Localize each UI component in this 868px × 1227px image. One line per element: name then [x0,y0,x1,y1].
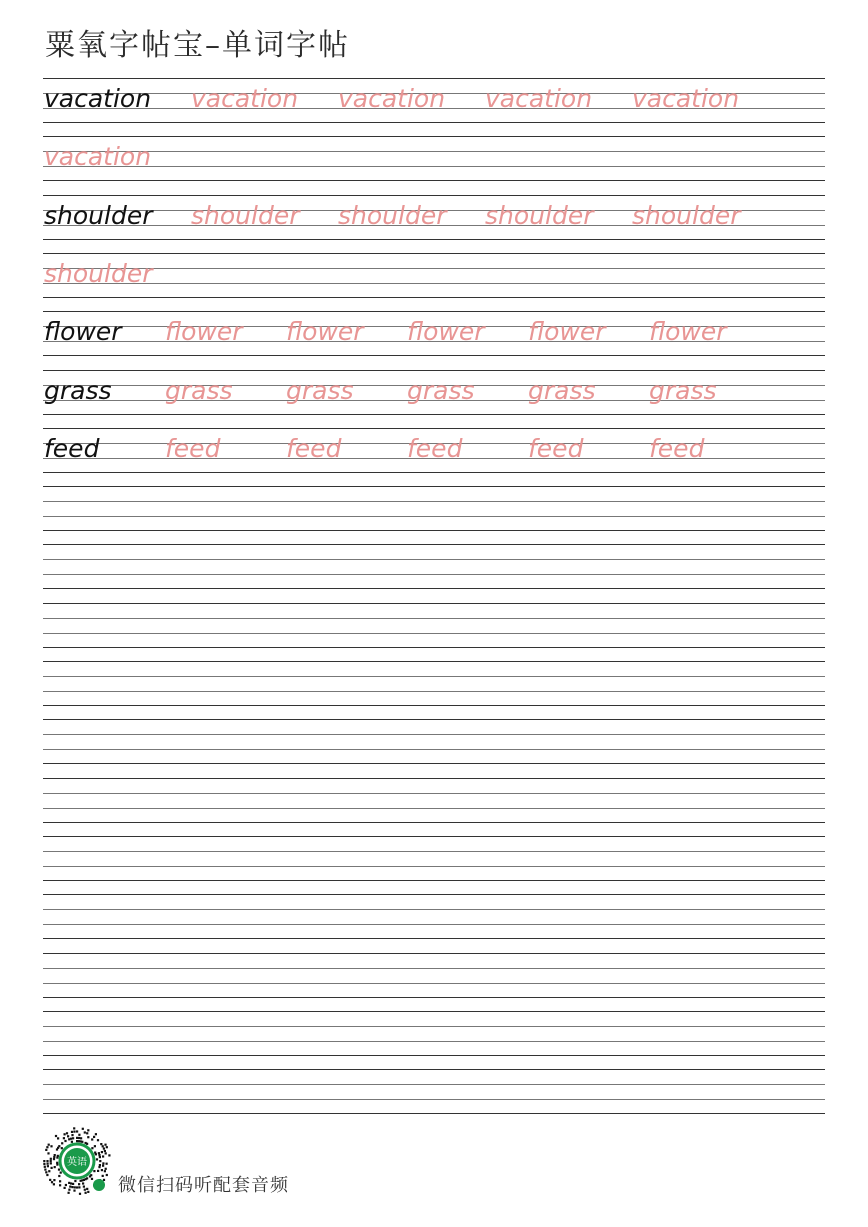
guide-line [43,924,825,925]
guide-line [43,778,825,779]
guide-line [43,544,825,545]
trace-word: grass [165,375,233,405]
guide-line [43,239,825,240]
guide-line [43,1055,825,1056]
guide-line [43,633,825,634]
guide-line [43,647,825,648]
trace-word: shoulder [632,200,741,230]
guide-line [43,428,825,429]
guide-line [43,968,825,969]
guide-line [43,661,825,662]
trace-word: feed [286,433,342,463]
guide-line [43,894,825,895]
guide-line [43,166,825,167]
guide-line [43,574,825,575]
guide-line [43,472,825,473]
guide-line [43,822,825,823]
guide-line [43,734,825,735]
guide-line [43,938,825,939]
guide-line [43,370,825,371]
trace-word: feed [407,433,463,463]
guide-line [43,1099,825,1100]
trace-word: flower [165,317,243,347]
trace-word: shoulder [191,200,300,230]
model-word: flower [44,317,122,347]
guide-line [43,618,825,619]
model-word: grass [44,375,112,405]
guide-line [43,691,825,692]
guide-line [43,530,825,531]
guide-line [43,1113,825,1114]
model-word: vacation [44,84,152,113]
trace-word: flower [286,317,364,347]
trace-word: feed [649,433,705,463]
trace-word: vacation [632,84,740,113]
guide-line [43,1041,825,1042]
trace-word: grass [528,375,596,405]
guide-line [43,588,825,589]
guide-line [43,501,825,502]
guide-line [43,180,825,181]
guide-line [43,559,825,560]
guide-line [43,136,825,137]
guide-line [43,195,825,196]
trace-word: flower [407,317,485,347]
trace-word: flower [649,317,727,347]
guide-line [43,880,825,881]
guide-line [43,486,825,487]
footer [40,1125,340,1205]
trace-word: vacation [485,84,593,113]
trace-word: shoulder [485,200,594,230]
model-word: feed [44,433,100,463]
guide-line [43,151,825,152]
guide-line [43,983,825,984]
guide-line [43,253,825,254]
trace-word: shoulder [44,258,153,288]
guide-line [43,122,825,123]
guide-line [43,1026,825,1027]
guide-line [43,836,825,837]
guide-line [43,763,825,764]
footer-text: 微信扫码听配套音频 [118,1175,289,1196]
guide-line [43,719,825,720]
trace-word: vacation [338,84,446,113]
guide-line [43,676,825,677]
trace-word: flower [528,317,606,347]
trace-word: grass [286,375,354,405]
guide-line [43,793,825,794]
guide-line [43,997,825,998]
qr-code-icon [40,1125,114,1199]
guide-line [43,1084,825,1085]
guide-line [43,78,825,79]
trace-word: grass [649,375,717,405]
guide-line [43,283,825,284]
page-title: 粟氧字帖宝–单词字帖 [45,28,350,63]
model-word: shoulder [44,200,153,230]
trace-word: feed [165,433,221,463]
trace-word: vacation [191,84,299,113]
trace-word: feed [528,433,584,463]
guide-line [43,1069,825,1070]
guide-line [43,866,825,867]
guide-line [43,355,825,356]
guide-line [43,808,825,809]
guide-line [43,516,825,517]
guide-line [43,705,825,706]
guide-line [43,603,825,604]
guide-line [43,268,825,269]
guide-line [43,311,825,312]
guide-line [43,297,825,298]
trace-word: shoulder [338,200,447,230]
guide-line [43,414,825,415]
guide-line [43,1011,825,1012]
trace-word: grass [407,375,475,405]
trace-word: vacation [44,142,152,172]
guide-line [43,953,825,954]
qr-badge-label: 英语 [67,1157,87,1168]
guide-line [43,851,825,852]
guide-line [43,909,825,910]
guide-line [43,749,825,750]
